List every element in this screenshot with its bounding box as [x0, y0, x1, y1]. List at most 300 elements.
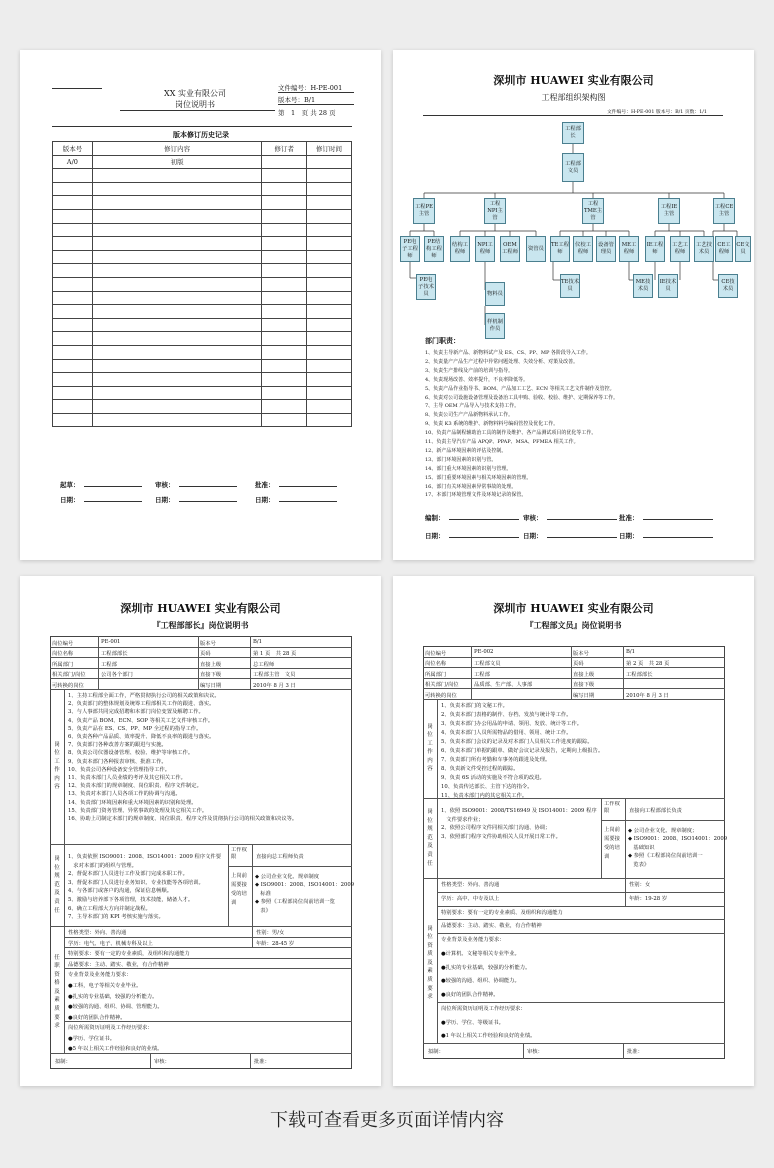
duty-item: 3、负责生产排线及产前的培训与指导。 — [425, 367, 514, 374]
work-item: 4、负责产品 BOM、ECN、SOP 等相关工艺文件审核工作。 — [68, 717, 214, 724]
duty-item: 4、负责现场改善、效率提升，不良率降低等。 — [425, 376, 529, 383]
section-rule — [52, 126, 352, 127]
duty-item: 13、部门环境因素的识别与管。 — [425, 456, 497, 463]
table-cell — [307, 237, 352, 251]
review-label: 审核： — [523, 514, 543, 522]
col-time: 修订时间 — [307, 142, 352, 156]
duty-item: 10、负责产品制程辅助治工具的制作及维护、各产品测试项目的优化等工作。 — [425, 430, 597, 437]
table-cell — [53, 373, 93, 387]
work-item: 10、负责公司各种设备安全管理指导工作。 — [68, 766, 171, 773]
field-label: 直接上级 — [200, 661, 222, 668]
table-cell — [262, 318, 307, 332]
table-cell — [307, 413, 352, 427]
table-cell — [53, 182, 93, 196]
col-version: 版本号 — [53, 142, 93, 156]
section-label: 岗位规范及责任 — [427, 809, 433, 867]
approve-label: 批准： — [627, 1049, 643, 1055]
req-item: 品德要求：主动、踏实、敬业，有合作精神 — [441, 923, 542, 930]
req-item: 年龄：28-45 岁 — [256, 940, 295, 947]
table-cell — [307, 182, 352, 196]
review-sign — [523, 513, 617, 522]
row-rule — [50, 1053, 352, 1054]
node-ce-engineer: CE工程师 — [715, 236, 733, 262]
table-cell — [53, 209, 93, 223]
review-label: 审核： — [155, 481, 175, 489]
review-sign — [155, 480, 237, 489]
row-rule — [50, 657, 352, 658]
duty-item: 6、负责对公司设施设备管理及设备治工具申购、验收、校验、维护、定期保养等工作。 — [425, 394, 619, 401]
duty-item: 2、负责量产产品生产过程中异常问题处理、失效分析、对策及改善。 — [425, 358, 579, 365]
work-item: 7、负责部门所有考勤和车事务的跟进及处理。 — [441, 757, 551, 763]
table-cell — [53, 223, 93, 237]
table-cell — [92, 237, 261, 251]
table-cell — [262, 196, 307, 210]
table-row — [53, 155, 352, 169]
table-cell — [262, 264, 307, 278]
footer-hint: 下载可查看更多页面详情内容 — [270, 1110, 504, 1131]
resp-item: 3、依照部门程序文件协助相关人员开展日常工作。 — [441, 833, 561, 840]
cell-content: 初版 — [92, 155, 261, 169]
table-cell — [92, 345, 261, 359]
job-description-head-page — [20, 576, 381, 1086]
job-description-clerk-page — [393, 576, 754, 1086]
table-cell — [307, 196, 352, 210]
req-item: ●5 年以上相关工作经验和良好的业绩。 — [68, 1046, 163, 1053]
work-item: 9、负责本部门各种报表审核、批准工作。 — [68, 758, 167, 765]
node-ce-manager: 工程CE主管 — [713, 198, 735, 224]
date-label: 日期： — [619, 532, 639, 540]
work-item: 16、协助上司制定本部门的规章制度、岗位职责、程序文件及贯彻执行公司的相关政策和决议等。 — [68, 816, 298, 822]
field-label: 页码 — [200, 651, 211, 658]
row-rule — [50, 844, 352, 845]
table-cell — [307, 345, 352, 359]
work-item: 5、负责产品在 ES、CS、PP、MP 全过程的指导工作。 — [68, 725, 202, 732]
col-rule — [601, 798, 602, 878]
table-row — [53, 223, 352, 237]
table-cell — [53, 345, 93, 359]
work-item: 1、主持工程部全面工作，严格贯彻执行公司的相关政策和决议。 — [68, 693, 220, 699]
col-rule — [252, 937, 253, 948]
table-cell — [92, 277, 261, 291]
req-item: 专业背景及业务能力要求： — [441, 937, 505, 943]
train-label: 上岗前需要接受的培训 — [231, 873, 247, 906]
chart-title: 工程部组织架构图 — [541, 93, 606, 102]
row-rule — [423, 657, 725, 658]
work-item: 15、负责部门资务管理、异常事故的处理及其它相关工作。 — [68, 807, 208, 814]
field-label: 岗位名称 — [52, 651, 74, 658]
field-value: 工程部部长 — [101, 651, 128, 658]
work-item: 8、负责公司仪器设备管理、校验、维护等审核工作。 — [68, 750, 194, 757]
work-item: 14、负责部门环境因素和重大环境因素的识别和处理。 — [68, 799, 197, 806]
row-rule — [64, 968, 352, 969]
meta-rule — [278, 104, 354, 105]
section-label: 岗位规范及责任 — [54, 856, 60, 914]
approve-label: 批准： — [619, 514, 639, 522]
col-rule — [523, 1043, 524, 1059]
date-label: 日期： — [155, 496, 175, 504]
field-value: 第 2 页 共 28 页 — [626, 661, 670, 668]
draft-label: 起草： — [60, 481, 80, 489]
make-sign — [425, 513, 519, 522]
field-label: 岗位编号 — [52, 640, 74, 647]
page-number: 第 1 页 共 28 页 — [278, 109, 336, 117]
table-cell — [53, 413, 93, 427]
resp-item: 7、主导本部门的 KPI 考核实施与落实。 — [68, 914, 164, 921]
col-rule — [198, 636, 199, 689]
table-cell — [307, 373, 352, 387]
train-item: ◆ 公司企业文化、规章制度； — [628, 828, 698, 834]
approve-label: 批准： — [254, 1059, 270, 1065]
review-label: 审核： — [527, 1049, 543, 1055]
train-item: 基础知识 — [628, 844, 655, 851]
field-label: 可转换的岗位 — [52, 682, 84, 689]
make-label: 拟制： — [428, 1049, 444, 1055]
work-item: 3、负责本部门办公用品的申请、领用、发放、统计等工作。 — [441, 721, 583, 727]
table-cell — [53, 196, 93, 210]
row-rule — [437, 933, 725, 934]
table-cell — [53, 169, 93, 183]
field-label: 编写日期 — [573, 692, 595, 699]
version-number: 版本号：B/1 — [278, 96, 316, 104]
col-rule — [471, 646, 472, 699]
row-rule — [50, 678, 352, 679]
table-cell — [262, 291, 307, 305]
field-label: 可转换的岗位 — [425, 692, 457, 699]
row-rule — [437, 919, 725, 920]
row-rule — [423, 688, 725, 689]
node-material-clerk: 物料员 — [485, 282, 505, 306]
row-rule — [64, 1021, 352, 1022]
table-cell — [262, 223, 307, 237]
meta-rule — [278, 92, 354, 93]
train-item: ◆ 参照《工程部岗位岗前培训一览 — [255, 899, 335, 906]
work-item: 9、负责 6S 活动的实施及不符合项的改进。 — [441, 775, 545, 781]
table-cell — [92, 169, 261, 183]
field-label: 直接下级 — [200, 672, 222, 679]
work-item: 2、负责部门的整体规划及统筹工程部相关工作的跟进、落实。 — [68, 701, 215, 708]
node-me-engineer: ME工程师 — [619, 236, 639, 262]
resp-item: 6、确立工程部大方向并制定战程。 — [68, 905, 151, 912]
duty-item: 5、负责产品作业指导书、BOM、产品加工工艺、ECN 等相关工艺文件制作及管控。 — [425, 385, 615, 392]
req-item: ●较强的沟通、组织、协调能力。 — [441, 978, 520, 985]
table-cell — [307, 332, 352, 346]
row-rule — [423, 1043, 725, 1044]
work-item: 12、负责本部门的规章制度、岗位职责、程序文件制定。 — [68, 783, 202, 790]
table-cell — [92, 223, 261, 237]
approve-label: 批准： — [255, 481, 275, 489]
col-rule — [623, 646, 624, 699]
table-cell — [307, 305, 352, 319]
node-oem-engineer: OEM工程师 — [500, 236, 520, 262]
node-pe-manager: 工程PE主管 — [413, 198, 435, 224]
table-row — [53, 373, 352, 387]
approve-sign — [619, 513, 713, 522]
field-label: 页码 — [573, 661, 584, 668]
date-label: 日期： — [60, 496, 80, 504]
duty-item: 14、部门重大环境因素的识别与管理。 — [425, 465, 512, 472]
table-cell — [307, 169, 352, 183]
table-row — [53, 237, 352, 251]
train-label: 上岗前需要接受的培训 — [604, 827, 620, 860]
req-item: 专业背景及业务能力要求： — [68, 972, 132, 979]
train-item: 览表》 — [628, 861, 650, 868]
work-item: 2、负责本部门表格的制作、存档、发放与统计等工作。 — [441, 712, 572, 718]
req-item: ●良好的团队合作精神。 — [441, 992, 499, 998]
table-cell — [307, 291, 352, 305]
col-content: 修订内容 — [92, 142, 261, 156]
req-item: 岗位所需资历证明及工作经历要求： — [68, 1025, 153, 1032]
duty-item: 1、负责主导新产品、新物料试产及 ES、CS、PP、MP 各阶段导入工作。 — [425, 350, 591, 356]
col-rule — [98, 636, 99, 689]
req-item: 特别要求：要有一定的专业素质、及组织和沟通能力 — [441, 909, 563, 916]
table-cell — [92, 400, 261, 414]
table-cell — [92, 264, 261, 278]
table-row — [53, 182, 352, 196]
train-item: 表》 — [255, 907, 271, 914]
row-rule — [64, 947, 352, 948]
field-value: B/1 — [626, 648, 636, 655]
node-te-technician: TE技术员 — [560, 274, 580, 298]
make-label: 编制： — [425, 514, 445, 522]
node-pe-electronic: PE电子工程师 — [400, 236, 420, 262]
field-value: 工程部部长 — [626, 671, 653, 678]
col-rule — [250, 1053, 251, 1069]
field-value: PE-002 — [474, 648, 494, 655]
req-item: 特别要求：要有一定的专业素质，及组织和沟通能力 — [68, 951, 190, 958]
table-cell — [307, 359, 352, 373]
duty-item: 17、本部门环境管理文件及环境记录的保管。 — [425, 492, 527, 499]
work-item: 4、负责本部门人员所需物品的借用、领用、统计工作。 — [441, 730, 572, 736]
field-label: 编写日期 — [200, 682, 222, 689]
node-te-engineer: TE工程师 — [550, 236, 570, 262]
col-rule — [250, 636, 251, 689]
node-process-technician: 工艺技术员 — [694, 236, 714, 262]
node-pe-technician: PE电子技术员 — [416, 274, 436, 300]
table-cell — [307, 400, 352, 414]
train-item: 标准 — [255, 890, 271, 897]
table-cell — [53, 264, 93, 278]
row-rule — [423, 798, 725, 799]
work-item: 3、与人事部共同完成招聘和本部门岗位变置及解聘工作。 — [68, 709, 204, 716]
train-item: ◆ 参照《工程部岗位岗前培训一 — [628, 853, 703, 860]
header-rule — [52, 88, 102, 89]
table-row — [53, 386, 352, 400]
req-item: 学历：电气、电子、机械专科及以上 — [68, 940, 153, 947]
duty-item: 7、主导 OEM 产品导入与技术支持工作。 — [425, 403, 520, 410]
field-value: 2010年 8 月 3 日 — [626, 692, 669, 699]
col-rule — [625, 892, 626, 906]
col-rule — [252, 844, 253, 926]
section-label: 岗位资质及素质要求 — [427, 925, 433, 1001]
review-label: 审核： — [154, 1059, 170, 1065]
node-structure-engineer: 结构工程师 — [450, 236, 470, 262]
field-label: 相关部门/岗位 — [425, 682, 459, 689]
field-value: 工程部 — [474, 671, 490, 678]
table-cell — [262, 386, 307, 400]
row-rule — [437, 1002, 725, 1003]
duty-item: 8、负责公司生产产品新物料承认工作。 — [425, 412, 514, 419]
row-rule — [423, 878, 725, 879]
table-cell — [53, 291, 93, 305]
resp-item: 4、与各部门或客户的沟通，保证信息畅顺。 — [68, 888, 173, 895]
row-rule — [423, 678, 725, 679]
field-value: 品质部、生产部、人事部 — [474, 682, 533, 689]
revision-history-table — [52, 141, 352, 427]
resp-item: 2、督促本部门人员进行工作及部门完成本职工作。 — [68, 871, 188, 878]
field-value: B/1 — [253, 638, 263, 645]
col-rule — [623, 1043, 624, 1059]
duty-item: 15、部门重要环境因素与相关环境因素的管理。 — [425, 474, 532, 481]
date-label: 日期： — [255, 496, 275, 504]
table-header — [53, 142, 352, 156]
resp-item: 1、负责依照 ISO9001：2008、ISO14001：2009 程序文件要 — [68, 854, 222, 860]
table-row — [53, 345, 352, 359]
req-item: ●学历、学位证书。 — [68, 1035, 115, 1042]
table-cell — [92, 196, 261, 210]
auth-value: 直接向工程部部长负责 — [629, 808, 682, 814]
node-npi-engineer: NPI工程师 — [475, 236, 495, 262]
field-label: 所属部门 — [52, 661, 74, 668]
req-item: 性别：女 — [629, 882, 651, 888]
req-item: 性别：男/女 — [256, 930, 285, 936]
work-item: 5、负责本部门会议的记录及对本部门人员相关工作进度的跟踪。 — [441, 739, 593, 745]
resp-item: 文件要求作业； — [441, 816, 484, 823]
company-name: 深圳市 HUAWEI 实业有限公司 — [120, 602, 281, 615]
field-label: 版本号 — [573, 650, 589, 657]
table-row — [53, 196, 352, 210]
req-item: 性格类型：外向、善沟通 — [441, 882, 500, 888]
node-pe-structure: PE结构工程师 — [424, 236, 444, 262]
cell-time — [307, 155, 352, 169]
row-rule — [50, 689, 352, 690]
table-cell — [307, 209, 352, 223]
req-item: ●1 年以上相关工作经验和良好的业绩。 — [441, 1033, 536, 1040]
table-cell — [262, 400, 307, 414]
field-value: PE-001 — [101, 638, 121, 645]
date-sign — [255, 495, 337, 504]
node-sample-maker: 样机制作员 — [485, 313, 505, 339]
resp-item: 求对本部门的组织与管理。 — [68, 862, 137, 869]
field-value: 第 1 页 共 28 页 — [253, 651, 297, 658]
field-label: 相关部门/岗位 — [52, 672, 86, 679]
work-item: 7、负责部门各种改善方案的跟进与实施。 — [68, 742, 167, 749]
table-cell — [92, 305, 261, 319]
table-cell — [262, 359, 307, 373]
field-value: 总工程师 — [253, 661, 275, 668]
col-rule — [228, 844, 229, 926]
table-cell — [53, 400, 93, 414]
date-sign — [60, 495, 142, 504]
make-label: 拟制： — [55, 1059, 71, 1065]
field-label: 直接下级 — [573, 682, 595, 689]
table-cell — [92, 359, 261, 373]
col-rule — [571, 646, 572, 699]
table-row — [53, 277, 352, 291]
node-ce-technician: CE技术员 — [718, 274, 738, 298]
table-cell — [262, 332, 307, 346]
table-cell — [53, 318, 93, 332]
file-number: 文件编号：H-PE-001 — [278, 84, 343, 92]
org-chart-page — [393, 50, 754, 560]
req-item: 学历：高中、中专及以上 — [441, 895, 500, 902]
table-cell — [53, 386, 93, 400]
table-cell — [92, 332, 261, 346]
date-sign — [619, 531, 713, 540]
cell-version: A/0 — [53, 155, 93, 169]
row-rule — [64, 937, 352, 938]
table-row — [53, 332, 352, 346]
row-rule — [50, 926, 352, 927]
node-ce-clerk: CE文员 — [735, 236, 751, 262]
title-rule — [120, 110, 275, 111]
field-label: 岗位编号 — [425, 650, 447, 657]
field-label: 直接上级 — [573, 671, 595, 678]
col-rule — [625, 878, 626, 892]
table-cell — [53, 359, 93, 373]
work-item: 11、负责本部门内的其它相关工作。 — [441, 793, 528, 799]
node-clerk: 工程部文员 — [562, 153, 584, 182]
req-item: 品德要求：主动、踏实、敬业，有合作精神 — [68, 961, 169, 968]
node-calibration-engineer: 仪校工程师 — [573, 236, 593, 262]
date-sign — [523, 531, 617, 540]
resp-item: 5、激励与培养部下各项管理，技术技能，储备人才。 — [68, 897, 194, 903]
resp-item: 3、督促本部门人员进行业务知识、专业技能等各项培训。 — [68, 879, 204, 886]
row-rule — [437, 892, 725, 893]
col-rule — [252, 926, 253, 937]
req-item: 岗位所需资历证明及工作经历要求： — [441, 1005, 526, 1012]
date-sign — [155, 495, 237, 504]
revision-history-page — [20, 50, 381, 560]
node-asset-clerk: 资管员 — [526, 236, 546, 262]
table-cell — [262, 373, 307, 387]
row-rule — [423, 699, 725, 700]
node-process-engineer: 工艺工程师 — [670, 236, 690, 262]
table-cell — [92, 373, 261, 387]
req-item: ●扎实的专业基础，较强的分析能力。 — [441, 964, 531, 971]
table-cell — [92, 209, 261, 223]
node-npi-manager: 工程NPI主管 — [484, 198, 506, 224]
node-ie-manager: 工程IE主管 — [658, 198, 680, 224]
table-cell — [53, 277, 93, 291]
resp-item: 2、依照公司程序文件同相关部门沟通、协调； — [441, 825, 551, 832]
row-rule — [64, 958, 352, 959]
section-label: 岗位工作内容 — [54, 741, 60, 791]
jd-title: 『工程部文员』岗位说明书 — [525, 620, 622, 630]
work-item: 1、负责本部门的文秘工作。 — [441, 703, 508, 709]
table-row — [53, 305, 352, 319]
table-cell — [262, 413, 307, 427]
auth-label: 工作权限 — [604, 801, 620, 814]
col-reviser: 修订者 — [262, 142, 307, 156]
table-cell — [262, 345, 307, 359]
table-row — [53, 400, 352, 414]
cell-reviser — [262, 155, 307, 169]
node-ie-engineer: IE工程师 — [645, 236, 665, 262]
table-cell — [53, 250, 93, 264]
work-item: 13、负责对本部门人员各项工作的协调与沟通。 — [68, 791, 181, 798]
duties-title: 部门职责： — [425, 336, 460, 345]
duty-item: 16、部门有关环境因素异常事故的处理。 — [425, 483, 517, 490]
node-me-technician: ME技术员 — [633, 274, 653, 298]
row-rule — [601, 820, 725, 821]
table-cell — [92, 250, 261, 264]
train-item: ◆ ISO9001：2008、ISO14001：2009 — [255, 882, 355, 889]
table-cell — [262, 250, 307, 264]
row-rule — [423, 667, 725, 668]
table-cell — [307, 223, 352, 237]
train-item: ◆ ISO9001：2008、ISO14001：2009 — [628, 836, 728, 843]
date-label: 日期： — [425, 532, 445, 540]
